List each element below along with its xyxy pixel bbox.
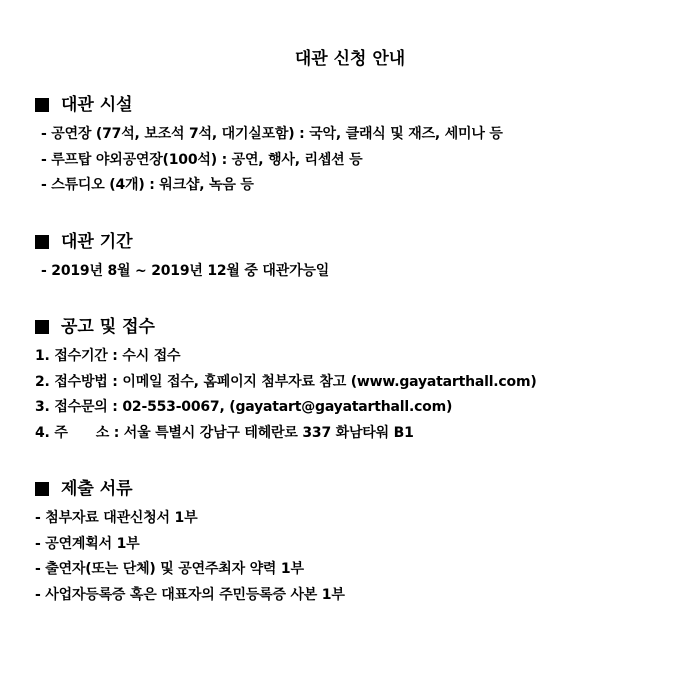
- list-item: - 첨부자료 대관신청서 1부: [35, 510, 198, 526]
- section-facilities: [35, 92, 503, 199]
- section-heading: 공고 및 접수: [61, 317, 155, 337]
- list-item: - 2019년 8월 ~ 2019년 12월 중 대관가능일: [41, 263, 330, 279]
- list-item: - 사업자등록증 혹은 대표자의 주민등록증 사본 1부: [35, 586, 345, 603]
- list-item: - 출연자(또는 단체) 및 공연주최자 약력 1부: [35, 561, 304, 577]
- section-documents: [35, 476, 345, 608]
- list-item: 4. 주 소 : 서울 특별시 강남구 테헤란로 337 화남타워 B1: [35, 424, 414, 441]
- section-application: [35, 314, 537, 446]
- square-bullet-icon: [35, 235, 49, 249]
- square-bullet-icon: [35, 98, 49, 112]
- section-period: [35, 229, 329, 285]
- square-bullet-icon: [35, 320, 49, 334]
- list-item: 1. 접수기간 : 수시 접수: [35, 348, 181, 364]
- section-heading: 제출 서류: [61, 479, 133, 499]
- list-item: - 스튜디오 (4개) : 워크샵, 녹음 등: [41, 177, 254, 193]
- page-title: 대관 신청 안내: [294, 49, 406, 69]
- list-item: - 공연계획서 1부: [35, 535, 140, 552]
- list-item: 3. 접수문의 : 02-553-0067, (gayatart@gayatarthall.com): [35, 399, 453, 415]
- list-item: - 루프탑 야외공연장(100석) : 공연, 행사, 리셉션 등: [41, 151, 363, 168]
- section-heading: 대관 시설: [61, 95, 133, 115]
- list-item: - 공연장 (77석, 보조석 7석, 대기실포함) : 국악, 클래식 및 재즈, 세미나 등: [41, 126, 503, 142]
- list-item: 2. 접수방법 : 이메일 접수, 홈페이지 첨부자료 참고 (www.gayatarthall.com): [35, 373, 537, 390]
- square-bullet-icon: [35, 482, 49, 496]
- section-heading: 대관 기간: [61, 232, 133, 252]
